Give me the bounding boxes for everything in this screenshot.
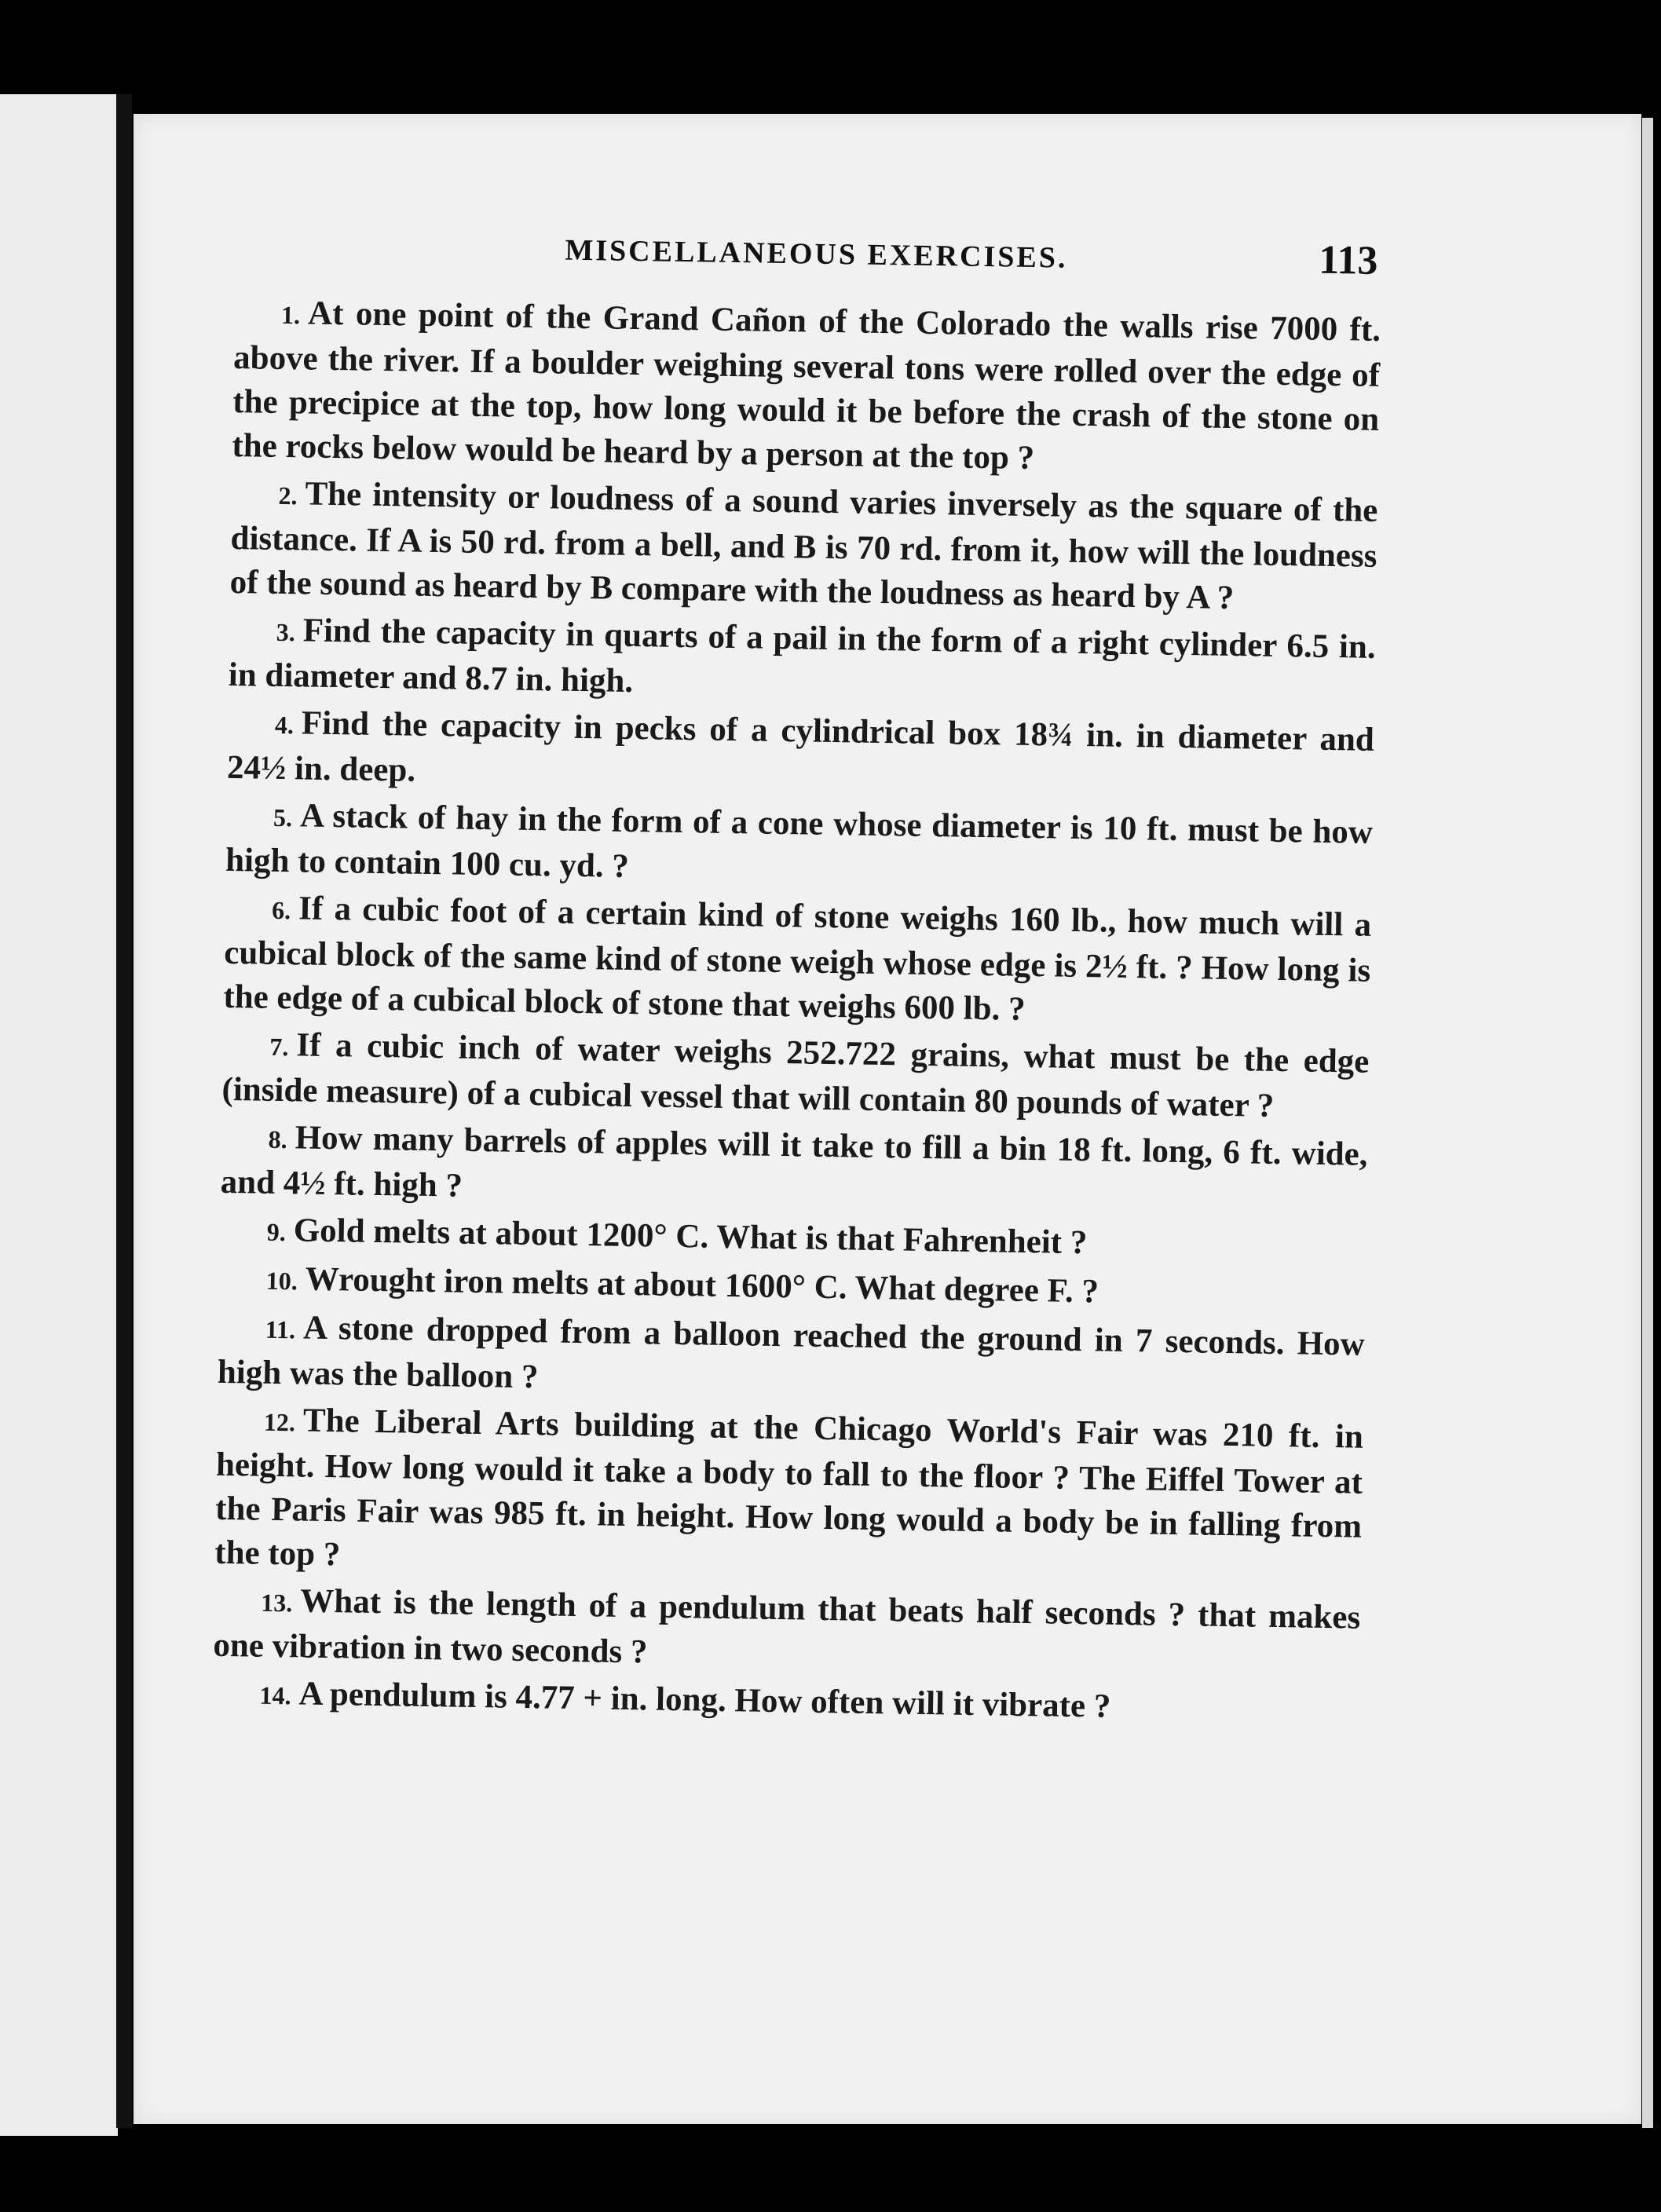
exercise-8 <box>220 1115 1368 1223</box>
exercise-number: 5. <box>273 803 293 832</box>
exercise-text: The intensity or loudness of a sound varies inversely as the square of the distance. If A is 50 rd. from a bell, and B is 70 rd. from it, how will the loudness of the sound as heard by B compare with the loudness as heard by A ? <box>229 475 1378 617</box>
exercise-text: Gold melts at about 1200° C. What is that Fahrenheit ? <box>293 1212 1088 1262</box>
exercise-number: 1. <box>280 300 301 330</box>
exercise-number: 9. <box>266 1217 287 1247</box>
exercise-1 <box>232 291 1381 486</box>
page-number: 113 <box>1318 237 1378 283</box>
exercise-number: 14. <box>259 1680 291 1710</box>
exercise-6 <box>223 886 1371 1037</box>
facing-page-edge <box>0 94 118 2136</box>
exercise-number: 7. <box>269 1032 289 1062</box>
exercise-text: A stone dropped from a balloon reached the ground in 7 seconds. How high was the balloon ? <box>217 1309 1366 1396</box>
exercise-text: If a cubic foot of a certain kind of stone weighs 160 lb., how much will a cubical block of the same kind of stone weigh whose edge is 2½ ft. ? How long is the edge of a cubical block of stone that weighs 600 lb. ? <box>223 890 1372 1028</box>
exercise-text: At one point of the Grand Cañon of the Colorado the walls rise 7000 ft. above the river. If a boulder weighing several tons were rolled over the edge of the precipice at the top, how long would it be before the crash of the stone on the rocks below would be heard by a person at the top ? <box>232 294 1381 477</box>
exercise-number: 13. <box>261 1588 293 1618</box>
page-edge <box>1642 118 1653 2128</box>
exercise-7 <box>221 1022 1370 1130</box>
exercise-5 <box>225 793 1374 901</box>
exercise-number: 3. <box>276 617 296 647</box>
exercise-text: Find the capacity in pecks of a cylindrical box 18¾ in. in diameter and 24½ in. deep. <box>226 704 1375 789</box>
exercise-text: Find the capacity in quarts of a pail in the form of a right cylinder 6.5 in. in diameter and 8.7 in. high. <box>228 612 1376 700</box>
page-content <box>212 220 1382 1738</box>
exercise-number: 8. <box>268 1124 287 1154</box>
book-gutter <box>116 94 132 2128</box>
exercise-11 <box>218 1305 1366 1413</box>
exercise-text: How many barrels of apples will it take to fill a bin 18 ft. long, 6 ft. wide, and 4½ ft. high ? <box>220 1119 1368 1205</box>
exercise-12 <box>214 1398 1363 1593</box>
exercise-text: Wrought iron melts at about 1600° C. What degree F. ? <box>305 1260 1099 1311</box>
exercise-number: 2. <box>278 481 298 510</box>
exercise-text: If a cubic inch of water weighs 252.722 grains, what must be the edge (inside measure) of a cubical vessel that will contain 80 pounds of water ? <box>221 1026 1370 1124</box>
exercise-text: The Liberal Arts building at the Chicago World's Fair was 210 ft. in height. How long would it take a body to fall to the floor ? The Eiffel Tower at the Paris Fair was 985 ft. in height. How long would a body be in falling from the top ? <box>214 1402 1364 1574</box>
exercise-4 <box>227 700 1375 808</box>
exercise-number: 12. <box>263 1407 296 1437</box>
exercise-text: A pendulum is 4.77 + in. long. How often will it vibrate ? <box>298 1675 1111 1725</box>
exercise-number: 6. <box>271 895 291 925</box>
exercise-number: 10. <box>265 1266 298 1296</box>
exercise-3 <box>228 608 1376 715</box>
exercise-number: 4. <box>274 710 295 740</box>
exercise-2 <box>229 471 1377 623</box>
running-title: MISCELLANEOUS EXERCISES. <box>565 233 1068 275</box>
exercise-text: What is the length of a pendulum that beats half seconds ? that makes one vibration in two seconds ? <box>213 1582 1361 1671</box>
exercise-number: 11. <box>265 1314 296 1344</box>
exercise-13 <box>213 1578 1361 1686</box>
exercise-text: A stack of hay in the form of a cone whose diameter is 10 ft. must be how high to contain 100 cu. yd. ? <box>225 797 1374 885</box>
